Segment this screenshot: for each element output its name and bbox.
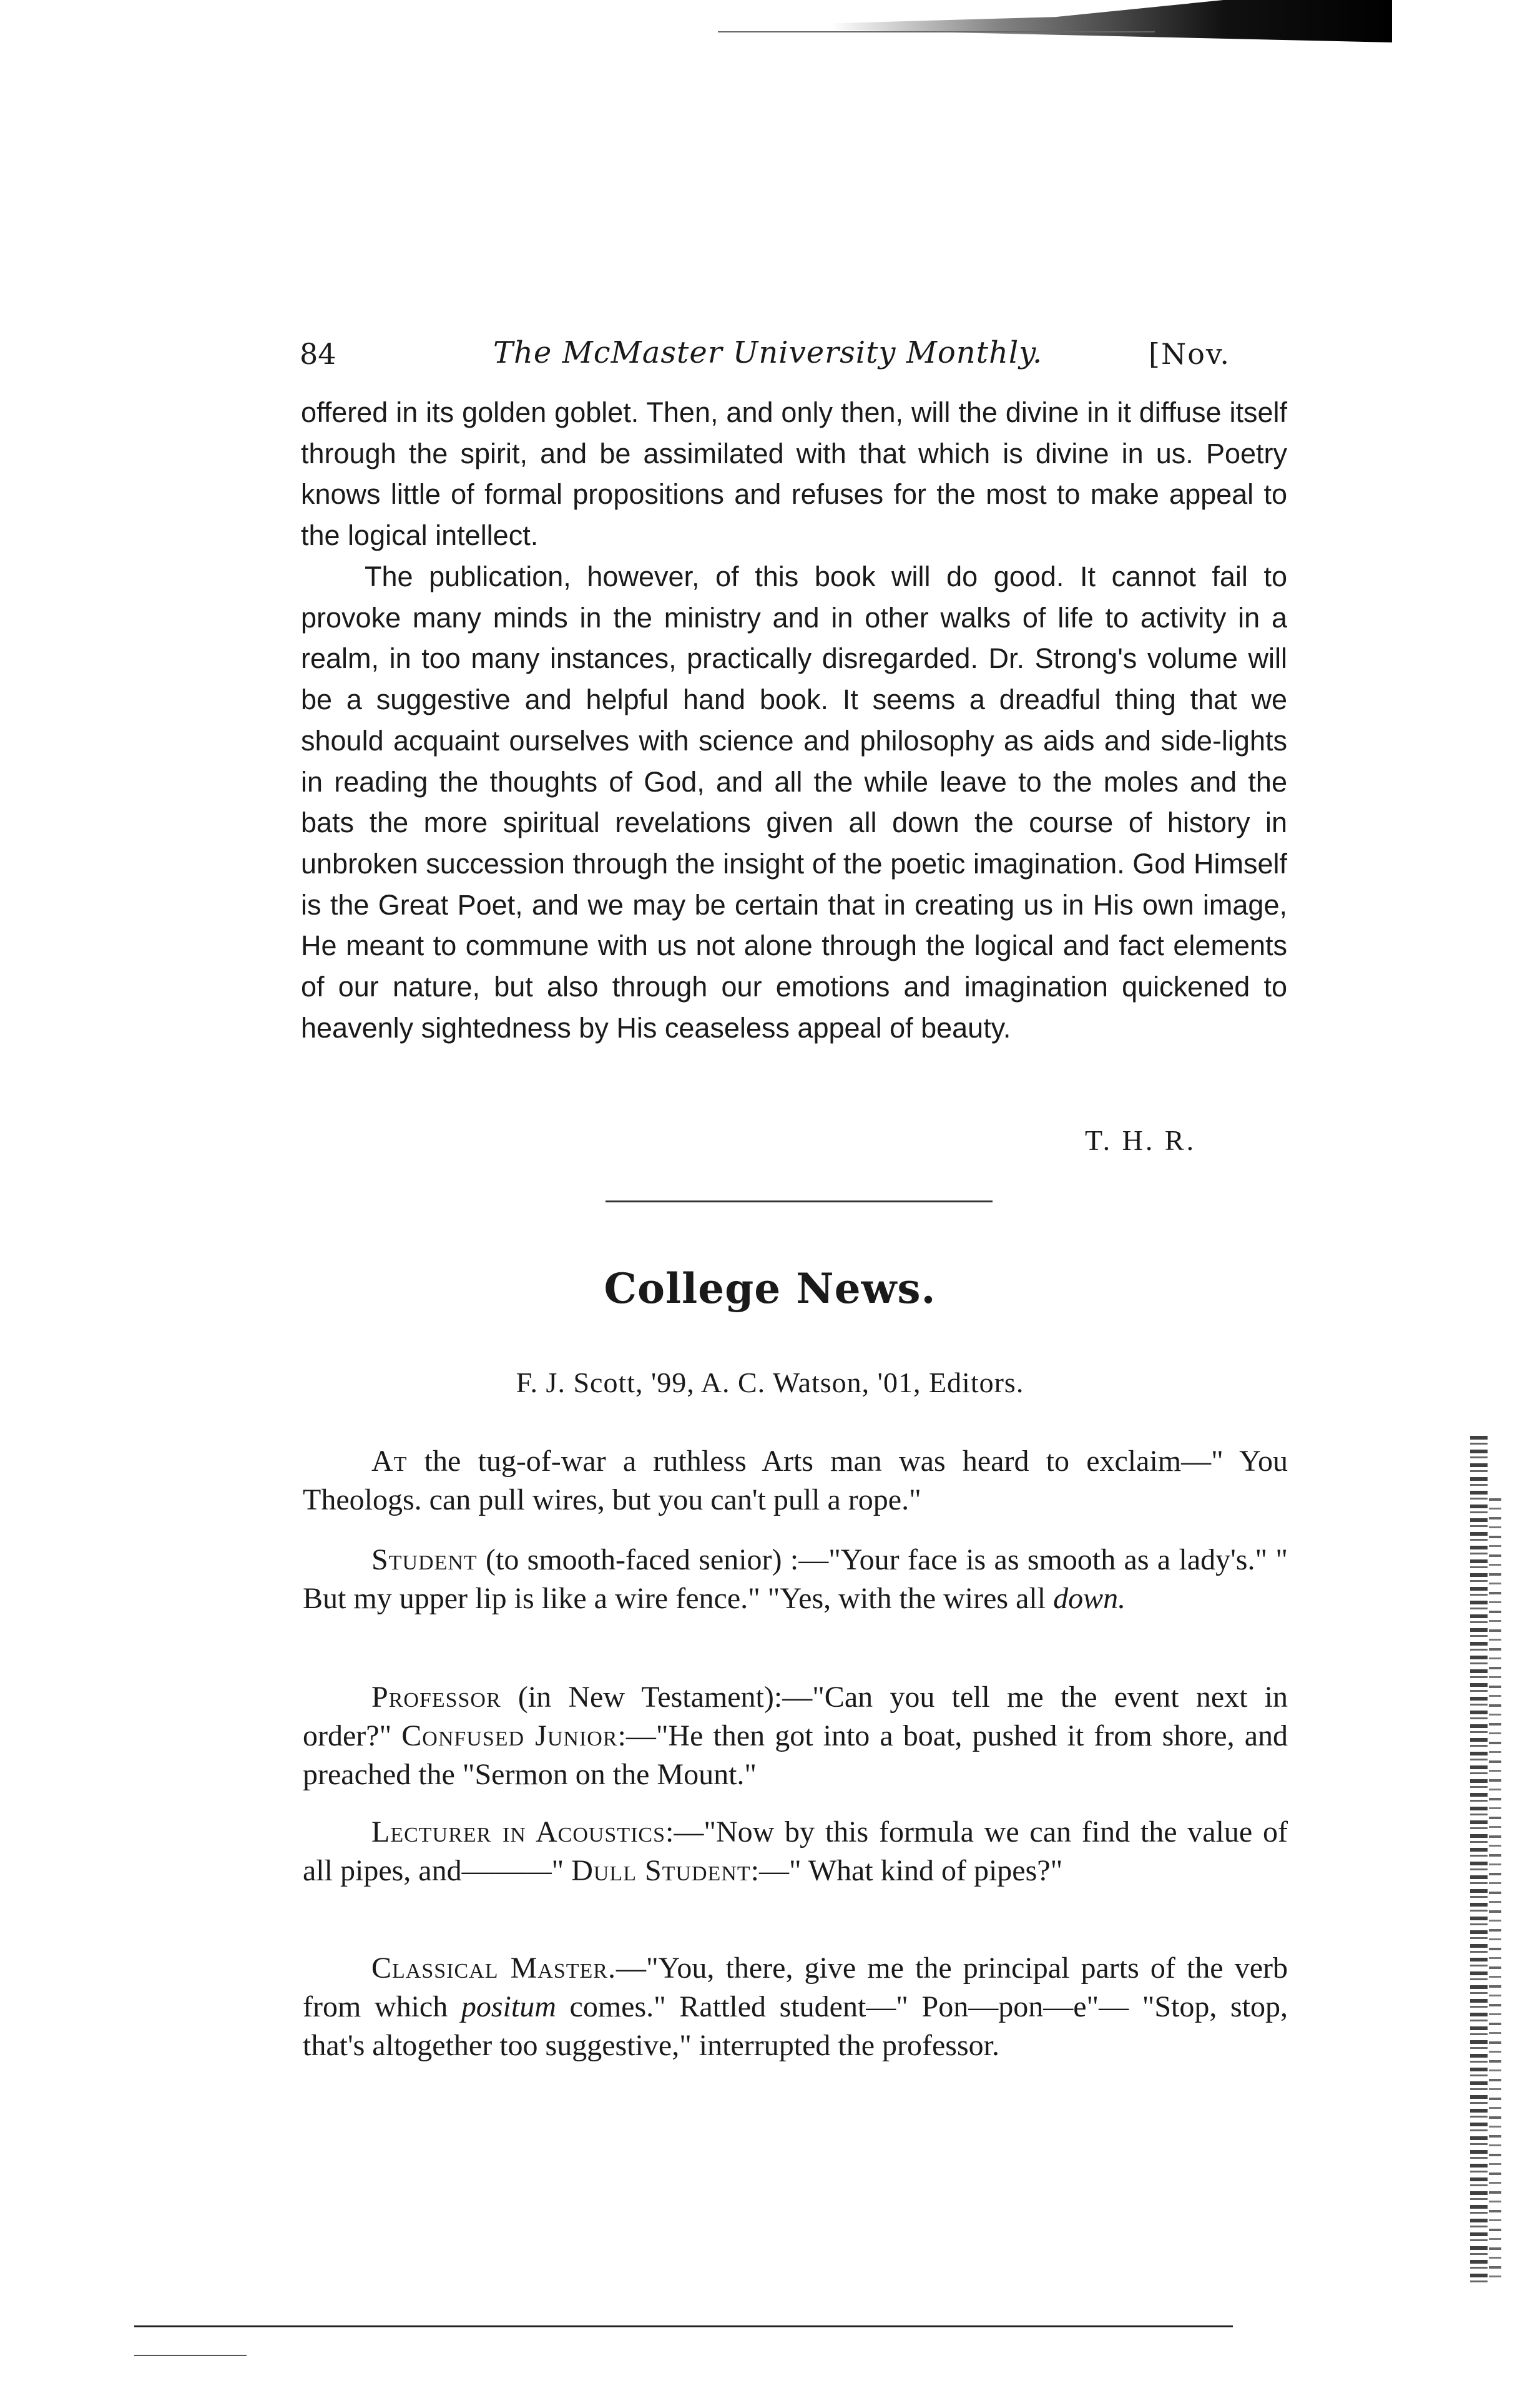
- news-item-lead: Classical Master.: [371, 1952, 616, 1985]
- news-item-lead: Lecturer in Acoustics: [371, 1815, 666, 1848]
- news-item: [303, 1813, 1288, 1890]
- news-item-text: :—"Now by this formula we can find the value of all pipes, and———": [303, 1815, 1288, 1887]
- news-item-text: :—"He then got into a boat, pushed it from shore, and preached the "Sermon on the Mount.": [303, 1719, 1288, 1791]
- news-item-text: —"You, there, give me the principal parts of the verb from which: [303, 1952, 1288, 2023]
- news-item-text: comes." Rattled student—" Pon—pon—e"— "Stop, stop, that's altogether too suggestive," interrupted the professor.: [303, 1990, 1288, 2062]
- scan-edge-shadow: [830, 0, 1392, 42]
- news-item: [303, 1442, 1288, 1519]
- news-item-emphasis: down.: [1053, 1582, 1126, 1615]
- news-item-text: (in New Testament):—"Can you tell me the event next in order?": [303, 1681, 1288, 1752]
- news-item: [303, 1678, 1288, 1794]
- scan-edge-line: [718, 31, 1155, 32]
- section-editors: F. J. Scott, '99, A. C. Watson, '01, Editors.: [516, 1367, 1024, 1398]
- review-paragraph: offered in its golden goblet. Then, and only then, will the divine in it diffuse itself through the spirit, and be assimilated with that which is divine in us. Poetry knows little of formal propositions and refuses for the most to make appeal to the logical intellect.: [301, 396, 1287, 552]
- news-item-lead: Student: [371, 1543, 478, 1576]
- news-item: [303, 1949, 1288, 2065]
- news-item: [303, 1541, 1288, 1618]
- running-title: The McMaster University Monthly.: [493, 335, 1043, 370]
- news-item-lead: At: [371, 1445, 408, 1478]
- review-paragraph: The publication, however, of this book will do good. It cannot fail to provoke many minds in the ministry and in other walks of life to activity in a realm, in too many instances, practically disregarded. Dr. Strong's volume will be a suggestive and helpful hand book. It seems a dreadful thing that we should acquaint ourselves with science and philosophy as aids and side-lights in reading the thoughts of God, and all the while leave to the moles and the bats the more spiritual revelations given all down the course of history in unbroken succession through the insight of the poetic imagination. God Himself is the Great Poet, and we may be certain that in creating us in His own image, He meant to commune with us not alone through the logical and fact elements of our nature, but also through our emotions and imagination quickened to heavenly sightedness by His ceaseless appeal of beauty.: [301, 561, 1287, 1044]
- page-number: 84: [300, 337, 336, 371]
- news-item-text: :—" What kind of pipes?": [750, 1854, 1063, 1887]
- news-item-lead: Confused Junior: [401, 1719, 618, 1752]
- news-item-text: (to smooth-faced senior) :—"Your face is as smooth as a lady's." " But my upper lip is like a wire fence." "Yes, with the wires all: [303, 1543, 1288, 1615]
- review-signature: T. H. R.: [1085, 1124, 1197, 1156]
- news-item-emphasis: positum: [461, 1990, 556, 2023]
- running-month: [Nov.: [1149, 337, 1231, 371]
- scan-bottom-rule: [134, 2325, 1233, 2327]
- news-item-lead: Dull Student: [571, 1854, 751, 1887]
- news-item-text: the tug-of-war a ruthless Arts man was heard to exclaim—" You Theologs. can pull wires, but you can't pull a rope.": [303, 1445, 1288, 1516]
- section-heading: College News.: [604, 1264, 936, 1313]
- scan-binding-noise-secondary: [1489, 1498, 1501, 2279]
- scan-bottom-rule-short: [134, 2355, 247, 2356]
- news-item-lead: Professor: [371, 1681, 501, 1714]
- section-divider: [606, 1200, 993, 1202]
- scan-binding-noise: [1470, 1436, 1488, 2285]
